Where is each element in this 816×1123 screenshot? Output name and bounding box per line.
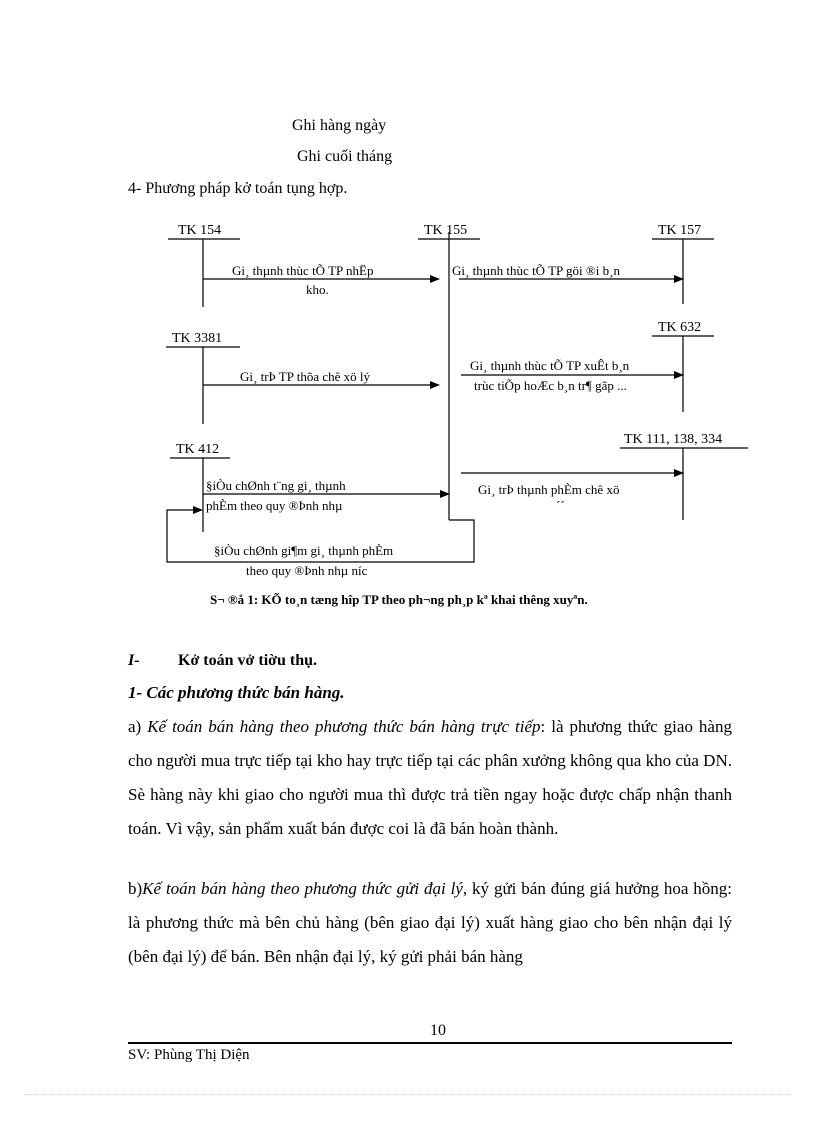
diagram-caption: S¬ ®å 1: KÕ to¸n tæng hîp TP theo ph¬ng ph¸p kª khai thêng xuyªn.	[210, 592, 588, 607]
account-tk154: TK 154	[178, 223, 222, 238]
flow4-label-line2: trùc tiÕp hoÆc b¸n tr¶ gãp ...	[474, 378, 627, 393]
page-number: 10	[430, 1022, 446, 1039]
section-4-title: 4- Phương pháp kở toán tụng hợp.	[128, 180, 348, 197]
section-i-title: Kở toán vở tiờu thụ.	[178, 652, 318, 669]
section-i-number: I-	[128, 652, 140, 669]
account-tk412: TK 412	[176, 442, 220, 457]
flow1-label-line1: Gi¸ thµnh thùc tÕ TP nhËp	[232, 263, 374, 278]
legend-daily: Ghi hàng ngày	[292, 117, 387, 134]
flow3-label: Gi¸ trÞ TP thõa chê xö lý	[240, 369, 370, 384]
paragraph-b-italic: Kế toán bán hàng theo phương thức gửi đại lý	[142, 879, 463, 898]
account-tk155: TK 155	[424, 223, 468, 238]
subsection-1-title: 1- Các phương thức bán hàng.	[128, 683, 345, 702]
account-tk632: TK 632	[658, 320, 702, 335]
paragraph-b-text: , ký gửi bán đúng giá hưởng hoa hồng: là phương thức mà bên chủ hàng (bên giao đại lý) xuất hàng giao cho bên nhận đại lý (bên đại lý) để bán. Bên nhận đại lý, ký gửi phải bán hàng	[128, 879, 732, 966]
footer-divider	[128, 1042, 732, 1044]
paragraph-a-prefix: a)	[128, 717, 148, 736]
paragraph-a-italic: Kế toán bán hàng theo phương thức bán hàng trực tiếp	[147, 717, 541, 736]
flow7-arrowhead	[193, 506, 203, 514]
legend-monthly: Ghi cuối tháng	[297, 148, 393, 165]
flow1-arrowhead	[430, 275, 440, 283]
account-tk157: TK 157	[658, 223, 702, 238]
paragraph-a-text: : là phương thức giao hàng cho người mua trực tiếp tại kho hay trực tiếp tại các phân xưởng không qua kho của DN. Sè hàng này khi giao cho người mua thì được trả tiền ngay hoặc được chấp nhận thanh toán. Vì vậy, sản phẩm xuất bán được coi là đã bán hoàn thành.	[128, 717, 732, 838]
flow3-arrowhead	[430, 381, 440, 389]
page-bottom-dotted-line	[24, 1094, 792, 1095]
flow5-label-line1: §iÒu chØnh t¨ng gi¸ thµnh	[206, 478, 346, 493]
student-name: SV: Phùng Thị Diện	[128, 1047, 250, 1063]
flow4-label-line1: Gi¸ thµnh thùc tÕ TP xuÊt b¸n	[470, 358, 630, 373]
account-tk3381: TK 3381	[172, 331, 223, 346]
paragraph-a	[128, 710, 732, 846]
flow7-label-line2: theo quy ®Þnh nhµ níc	[246, 563, 368, 578]
paragraph-b	[128, 872, 732, 974]
flow5-label-line2: phÈm theo quy ®Þnh nhµ	[206, 498, 343, 513]
account-tk111: TK 111, 138, 334	[624, 432, 723, 447]
flow6-label-line1: Gi¸ trÞ thµnh phÈm chê xö	[478, 482, 620, 497]
flow1-label-line2: kho.	[306, 282, 329, 297]
flow7-label-line1: §iÒu chØnh gi¶m gi¸ thµnh phÈm	[214, 543, 394, 558]
flow2-label: Gi¸ thµnh thùc tÕ TP göi ®i b¸n	[452, 263, 620, 278]
paragraph-b-prefix: b)	[128, 879, 143, 898]
flow6-label-line2: ´´	[556, 498, 565, 513]
